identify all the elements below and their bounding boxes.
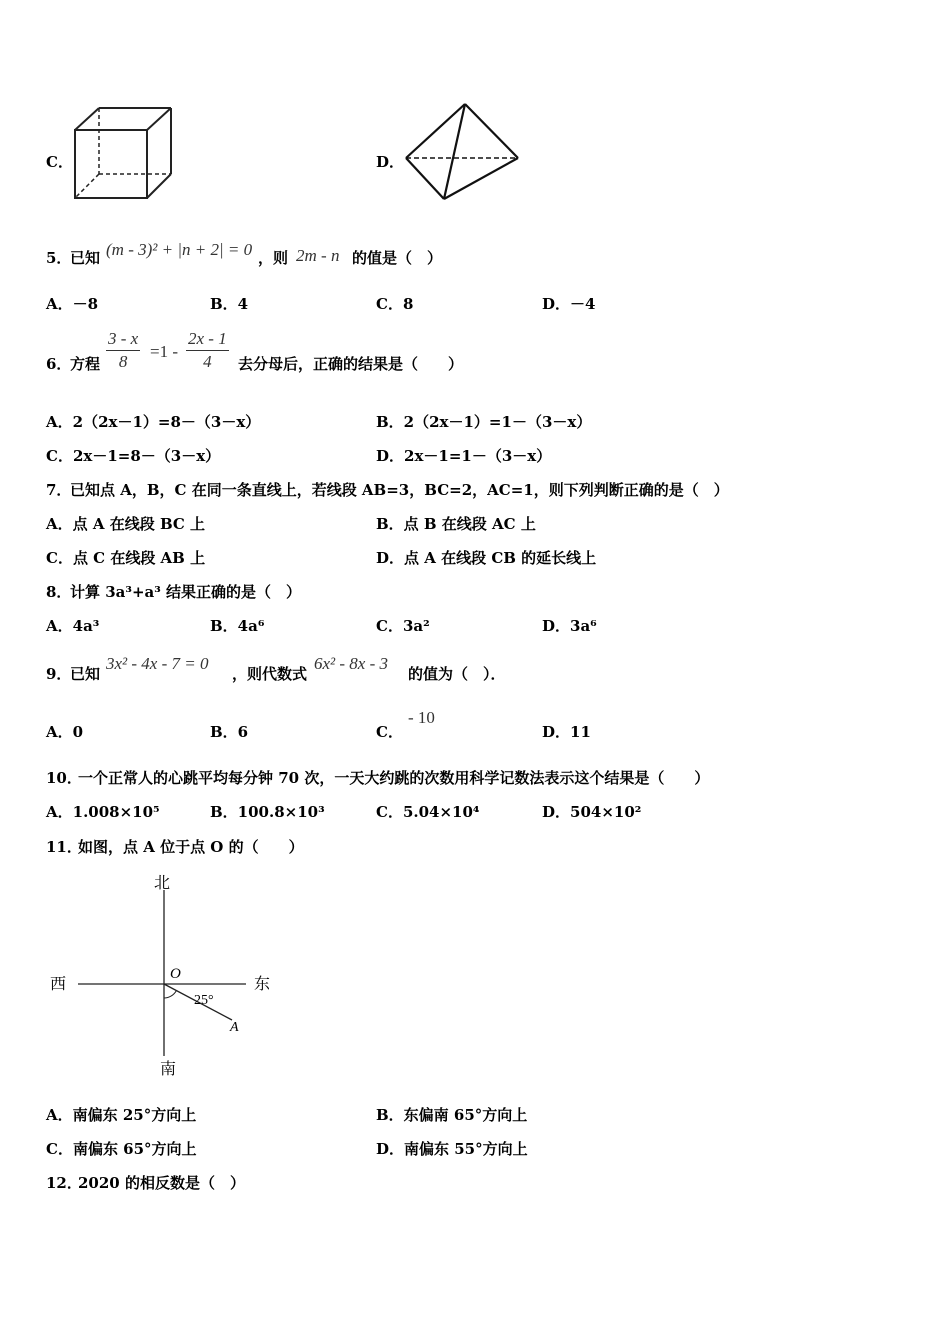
q10-option-a: A．1.008×10⁵ (46, 803, 160, 821)
q7-option-a: A．点 A 在线段 BC 上 (46, 515, 206, 533)
q5-text-1: 已知 (70, 249, 101, 267)
q10-option-d: D．504×10² (542, 803, 642, 821)
q6-option-c: C．2x－1=8－（3－x） (46, 447, 221, 465)
q12-number: 12． (46, 1174, 82, 1192)
q11-text: 如图，点 A 位于点 O 的（ ） (78, 838, 304, 856)
q9-equation: 3x² - 4x - 7 = 0 (106, 654, 209, 673)
compass-direction-figure (40, 868, 280, 1083)
q4-option-c-label: C． (46, 153, 73, 171)
q5-option-a: A．－8 (46, 295, 99, 313)
q6-fraction-1 (106, 328, 140, 373)
west-label: 西 (49, 974, 67, 993)
q9-text-1: 已知 (70, 665, 101, 683)
q5-option-d: D．－4 (542, 295, 596, 313)
q8-text: 计算 3a³+a³ 结果正确的是（ ） (70, 583, 302, 601)
q6-fraction-2-numerator: 2x - 1 (186, 328, 229, 351)
q12-text: 2020 的相反数是（ ） (78, 1174, 245, 1192)
q8-option-b: B．4a⁶ (210, 617, 265, 635)
q7-number: 7． (46, 481, 72, 499)
q5-option-c: C．8 (376, 295, 414, 313)
q11-option-c: C．南偏东 65°方向上 (46, 1140, 197, 1158)
q5-text-2: ，则 (258, 249, 289, 267)
q7-option-b: B．点 B 在线段 AC 上 (376, 515, 536, 533)
origin-label: O (170, 966, 181, 982)
q7-option-c: C．点 C 在线段 AB 上 (46, 549, 206, 567)
q8-number: 8． (46, 583, 72, 601)
q8-option-d: D．3a⁶ (542, 617, 597, 635)
q11-option-a: A．南偏东 25°方向上 (46, 1106, 197, 1124)
q6-fraction-2-denominator: 4 (203, 352, 212, 371)
q9-text-3: 的值为（ ）． (408, 665, 506, 683)
east-label: 东 (253, 974, 271, 993)
q5-number: 5． (46, 249, 72, 267)
q6-option-b: B．2（2x－1）=1－（3－x） (376, 413, 592, 431)
q5-option-b: B．4 (210, 295, 249, 313)
q8-option-c: C．3a² (376, 617, 430, 635)
q4-option-d-label: D． (376, 153, 405, 171)
cube-figure (72, 106, 174, 202)
q6-fraction-1-denominator: 8 (118, 352, 128, 371)
q9-expression: 6x² - 8x - 3 (314, 654, 389, 673)
q9-option-c: C． (376, 723, 403, 741)
q6-option-a: A．2（2x－1）=8－（3－x） (46, 413, 261, 431)
q6-option-d: D．2x－1=1－（3－x） (376, 447, 552, 465)
q5-equation: (m - 3)² + |n + 2| = 0 (106, 240, 253, 259)
angle-label: 25° (194, 993, 214, 1008)
north-label: 北 (153, 873, 171, 892)
q9-option-b: B．6 (210, 723, 249, 741)
q10-option-c: C．5.04×10⁴ (376, 803, 480, 821)
q5-expression: 2m - n (296, 246, 340, 265)
q6-text-2: 去分母后，正确的结果是（ ） (238, 355, 464, 373)
q7-option-d: D．点 A 在线段 CB 的延长线上 (376, 549, 597, 567)
q5-text-3: 的值是（ ） (352, 249, 443, 267)
q10-option-b: B．100.8×10³ (210, 803, 325, 821)
q9-option-d: D．11 (542, 723, 591, 741)
q7-text: 已知点 A，B，C 在同一条直线上，若线段 AB=3，BC=2，AC=1，则下列判断正确的是（ ） (70, 481, 729, 499)
q9-option-c-value: - 10 (408, 708, 435, 727)
q11-number: 11． (46, 838, 82, 856)
q8-option-a: A．4a³ (46, 617, 100, 635)
q10-number: 10． (46, 769, 82, 787)
q6-text-1: 方程 (70, 355, 101, 373)
q6-number: 6． (46, 355, 72, 373)
q6-fraction-1-numerator: 3 - x (106, 328, 140, 351)
south-label: 南 (159, 1059, 177, 1078)
q10-text: 一个正常人的心跳平均每分钟 70 次，一天大约跳的次数用科学记数法表示这个结果是（ ） (78, 769, 710, 787)
q11-option-b: B．东偏南 65°方向上 (376, 1106, 528, 1124)
point-a-label: A (230, 1020, 239, 1035)
q9-option-a: A．0 (46, 723, 84, 741)
tetrahedron-figure (404, 102, 522, 202)
q11-option-d: D．南偏东 55°方向上 (376, 1140, 528, 1158)
q6-equals: =1 - (150, 342, 178, 361)
q6-fraction-2 (186, 328, 229, 373)
q9-text-2: ，则代数式 (232, 665, 308, 683)
q9-number: 9． (46, 665, 72, 683)
